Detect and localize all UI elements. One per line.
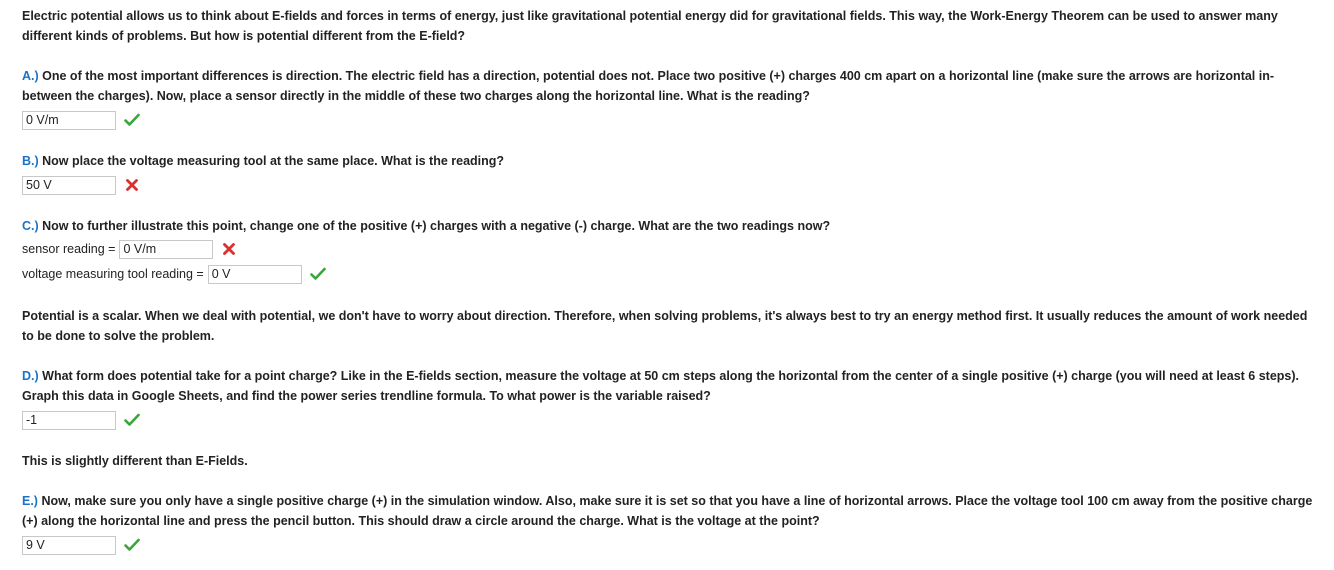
- question-c: [22, 216, 1322, 236]
- question-c-text: Now to further illustrate this point, change one of the positive (+) charges with a negative (-) charge. What are the two readings now?: [38, 219, 831, 233]
- question-e-label: E.): [22, 494, 38, 508]
- answer-a-input[interactable]: [22, 111, 116, 130]
- answer-d-row: [22, 409, 140, 431]
- question-b-label: B.): [22, 154, 39, 168]
- cross-icon: [221, 241, 237, 257]
- check-icon: [310, 266, 326, 282]
- question-e: [22, 491, 1322, 531]
- question-c-label: C.): [22, 219, 39, 233]
- cross-icon: [124, 177, 140, 193]
- voltage-reading-input[interactable]: [208, 265, 302, 284]
- question-b: [22, 151, 1322, 171]
- intro-paragraph: Electric potential allows us to think about E-fields and forces in terms of energy, just like gravitational potential energy did for gravitational fields. This way, the Work-Energy Theorem can be used to answer many different kinds of problems. But how is potential different from the E-field?: [22, 9, 1278, 43]
- answer-e-input[interactable]: [22, 536, 116, 555]
- answer-a-row: [22, 109, 140, 131]
- check-icon: [124, 537, 140, 553]
- question-e-text: Now, make sure you only have a single positive charge (+) in the simulation window. Also, make sure it is set so that you have a line of horizontal arrows. Place the voltage tool 100 cm away from the positive charge (+) along the horizontal line and press the pencil button. This should draw a circle around the charge. What is the voltage at the point?: [22, 494, 1313, 528]
- sensor-reading-input[interactable]: [119, 240, 213, 259]
- question-b-text: Now place the voltage measuring tool at the same place. What is the reading?: [38, 154, 505, 168]
- question-a-text: One of the most important differences is direction. The electric field has a direction, potential does not. Place two positive (+) charges 400 cm apart on a horizontal line (make sure the arrows are horizontal in-between the charges). Now, place a sensor directly in the middle of these two charges along the horizontal line. What is the reading?: [22, 69, 1275, 103]
- answer-e-row: [22, 534, 140, 556]
- question-d: [22, 366, 1322, 406]
- answer-c-voltage-row: [22, 263, 326, 285]
- answer-c-sensor-row: [22, 238, 237, 260]
- question-a: [22, 66, 1322, 106]
- answer-d-input[interactable]: [22, 411, 116, 430]
- question-a-label: A.): [22, 69, 39, 83]
- question-d-text: What form does potential take for a point charge? Like in the E-fields section, measure the voltage at 50 cm steps along the horizontal from the center of a single positive (+) charge (you will need at least 6 steps). Graph this data in Google Sheets, and find the power series trendline formula. To what power is the variable raised?: [22, 369, 1300, 403]
- question-d-label: D.): [22, 369, 39, 383]
- scalar-note: Potential is a scalar. When we deal with potential, we don't have to worry about direction. Therefore, when solving problems, it's always best to try an energy method first. It usually reduces the amount of work needed to be done to solve the problem.: [22, 309, 1308, 343]
- voltage-reading-label: voltage measuring tool reading =: [22, 267, 204, 281]
- check-icon: [124, 412, 140, 428]
- answer-b-input[interactable]: [22, 176, 116, 195]
- answer-b-row: [22, 174, 140, 196]
- efields-note: This is slightly different than E-Fields.: [22, 454, 248, 468]
- check-icon: [124, 112, 140, 128]
- sensor-reading-label: sensor reading =: [22, 242, 116, 256]
